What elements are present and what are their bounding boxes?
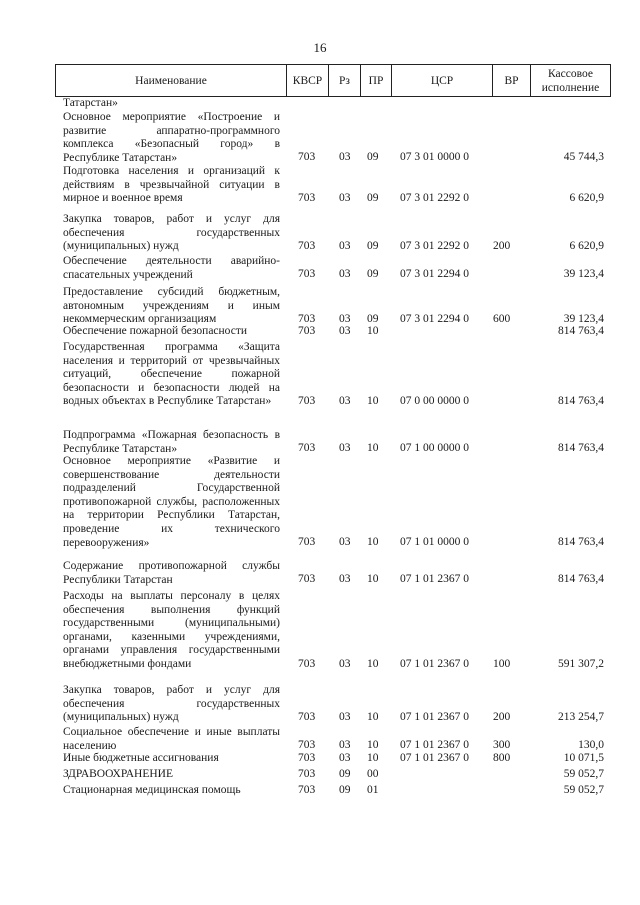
- row-rz: 03: [339, 739, 351, 751]
- row-name: ЗДРАВООХРАНЕНИЕ: [63, 768, 174, 780]
- row-sum: 130,0: [578, 739, 604, 751]
- row-name: Основное мероприятие «Построение и развитие аппаратно-программного комплекса «Безопасный город» в Республике Татарстан»: [63, 111, 280, 164]
- header-vr: ВР: [493, 65, 531, 96]
- row-pr: 09: [367, 240, 379, 252]
- row-kvsr: 703: [298, 739, 316, 751]
- row-kvsr: 703: [298, 573, 316, 585]
- row-rz: 03: [339, 442, 351, 454]
- row-kvsr: 703: [298, 325, 316, 337]
- row-vr: 200: [493, 240, 511, 252]
- row-pr: 10: [367, 658, 379, 670]
- row-kvsr: 703: [298, 536, 316, 548]
- row-pr: 10: [367, 711, 379, 723]
- header-rz: Рз: [329, 65, 361, 96]
- row-csr: 07 3 01 2292 0: [400, 192, 469, 204]
- row-rz: 03: [339, 752, 351, 764]
- row-rz: 03: [339, 536, 351, 548]
- row-csr: 07 3 01 2292 0: [400, 240, 469, 252]
- row-kvsr: 703: [298, 658, 316, 670]
- row-csr: 07 1 00 0000 0: [400, 442, 469, 454]
- row-sum: 59 052,7: [563, 784, 604, 796]
- row-kvsr: 703: [298, 752, 316, 764]
- row-rz: 03: [339, 151, 351, 163]
- row-rz: 09: [339, 768, 351, 780]
- row-csr: 07 1 01 2367 0: [400, 573, 469, 585]
- row-pr: 09: [367, 313, 379, 325]
- row-sum: 814 763,4: [558, 573, 604, 585]
- row-name: Содержание противопожарной службы Республики Татарстан: [63, 560, 280, 586]
- row-pr: 09: [367, 268, 379, 280]
- row-rz: 03: [339, 573, 351, 585]
- row-pr: 10: [367, 739, 379, 751]
- row-sum: 6 620,9: [569, 240, 604, 252]
- header-kvsr: КВСР: [287, 65, 329, 96]
- row-csr: 07 0 00 0000 0: [400, 395, 469, 407]
- row-kvsr: 703: [298, 711, 316, 723]
- row-sum: 814 763,4: [558, 395, 604, 407]
- row-kvsr: 703: [298, 768, 316, 780]
- row-csr: 07 1 01 0000 0: [400, 536, 469, 548]
- row-name: Стационарная медицинская помощь: [63, 784, 241, 796]
- row-vr: 600: [493, 313, 511, 325]
- row-sum: 10 071,5: [563, 752, 604, 764]
- row-sum: 59 052,7: [563, 768, 604, 780]
- row-csr: 07 3 01 2294 0: [400, 268, 469, 280]
- row-rz: 03: [339, 711, 351, 723]
- row-kvsr: 703: [298, 240, 316, 252]
- row-csr: 07 1 01 2367 0: [400, 752, 469, 764]
- row-kvsr: 703: [298, 313, 316, 325]
- row-pr: 01: [367, 784, 379, 796]
- row-sum: 45 744,3: [563, 151, 604, 163]
- row-sum: 6 620,9: [569, 192, 604, 204]
- row-vr: 200: [493, 711, 511, 723]
- row-rz: 03: [339, 313, 351, 325]
- row-csr: 07 3 01 2294 0: [400, 313, 469, 325]
- row-rz: 03: [339, 325, 351, 337]
- row-sum: 213 254,7: [558, 711, 604, 723]
- row-sum: 39 123,4: [563, 313, 604, 325]
- row-kvsr: 703: [298, 395, 316, 407]
- row-name: Татарстан»: [63, 97, 118, 109]
- row-vr: 300: [493, 739, 511, 751]
- row-sum: 814 763,4: [558, 536, 604, 548]
- table-header: [55, 64, 611, 97]
- row-name: Государственная программа «Защита населения и территорий от чрезвычайных ситуаций, обеспечение пожарной безопасности и безопасности людей на водных объектах в Республике Татарстан»: [63, 341, 280, 408]
- row-name: Закупка товаров, работ и услуг для обеспечения государственных (муниципальных) нужд: [63, 213, 280, 253]
- row-name: Расходы на выплаты персоналу в целях обеспечения выполнения функций государственными (муниципальными) органами, казенными учреждениями, органами управления государственными внебюджетными фондами: [63, 590, 280, 670]
- row-pr: 10: [367, 752, 379, 764]
- row-name: Основное мероприятие «Развитие и совершенствование деятельности подразделений Государственной противопожарной службы, расположенных на территории Республики Татарстан, проведение их технического перевооружения»: [63, 455, 280, 549]
- row-pr: 10: [367, 442, 379, 454]
- row-name: Социальное обеспечение и иные выплаты населению: [63, 726, 280, 752]
- row-csr: 07 1 01 2367 0: [400, 658, 469, 670]
- row-pr: 09: [367, 192, 379, 204]
- row-pr: 10: [367, 536, 379, 548]
- row-name: Иные бюджетные ассигнования: [63, 752, 219, 764]
- row-kvsr: 703: [298, 268, 316, 280]
- row-kvsr: 703: [298, 192, 316, 204]
- header-csr: ЦСР: [392, 65, 493, 96]
- row-rz: 03: [339, 395, 351, 407]
- row-kvsr: 703: [298, 151, 316, 163]
- row-name: Обеспечение пожарной безопасности: [63, 325, 248, 337]
- row-csr: 07 1 01 2367 0: [400, 739, 469, 751]
- page-number: 16: [313, 40, 327, 55]
- row-pr: 10: [367, 325, 379, 337]
- row-sum: 591 307,2: [558, 658, 604, 670]
- row-rz: 03: [339, 192, 351, 204]
- row-rz: 03: [339, 268, 351, 280]
- row-name: Предоставление субсидий бюджетным, автономным учреждениям и иным некоммерческим организациям: [63, 286, 280, 326]
- row-vr: 100: [493, 658, 511, 670]
- row-pr: 09: [367, 151, 379, 163]
- row-name: Обеспечение деятельности аварийно-спасательных учреждений: [63, 255, 280, 281]
- row-csr: 07 1 01 2367 0: [400, 711, 469, 723]
- row-rz: 03: [339, 658, 351, 670]
- header-sum: Кассовое исполнение: [541, 67, 600, 94]
- row-pr: 00: [367, 768, 379, 780]
- row-csr: 07 3 01 0000 0: [400, 151, 469, 163]
- header-pr: ПР: [361, 65, 392, 96]
- row-pr: 10: [367, 573, 379, 585]
- row-pr: 10: [367, 395, 379, 407]
- row-rz: 09: [339, 784, 351, 796]
- row-kvsr: 703: [298, 784, 316, 796]
- row-sum: 814 763,4: [558, 442, 604, 454]
- row-vr: 800: [493, 752, 511, 764]
- row-rz: 03: [339, 240, 351, 252]
- row-name: Подпрограмма «Пожарная безопасность в Республике Татарстан»: [63, 429, 280, 455]
- header-name: Наименование: [56, 65, 287, 96]
- row-sum: 814 763,4: [558, 325, 604, 337]
- row-kvsr: 703: [298, 442, 316, 454]
- row-name: Подготовка населения и организаций к действиям в чрезвычайной ситуации в мирное и военное время: [63, 165, 280, 205]
- row-name: Закупка товаров, работ и услуг для обеспечения государственных (муниципальных) нужд: [63, 684, 280, 724]
- row-sum: 39 123,4: [563, 268, 604, 280]
